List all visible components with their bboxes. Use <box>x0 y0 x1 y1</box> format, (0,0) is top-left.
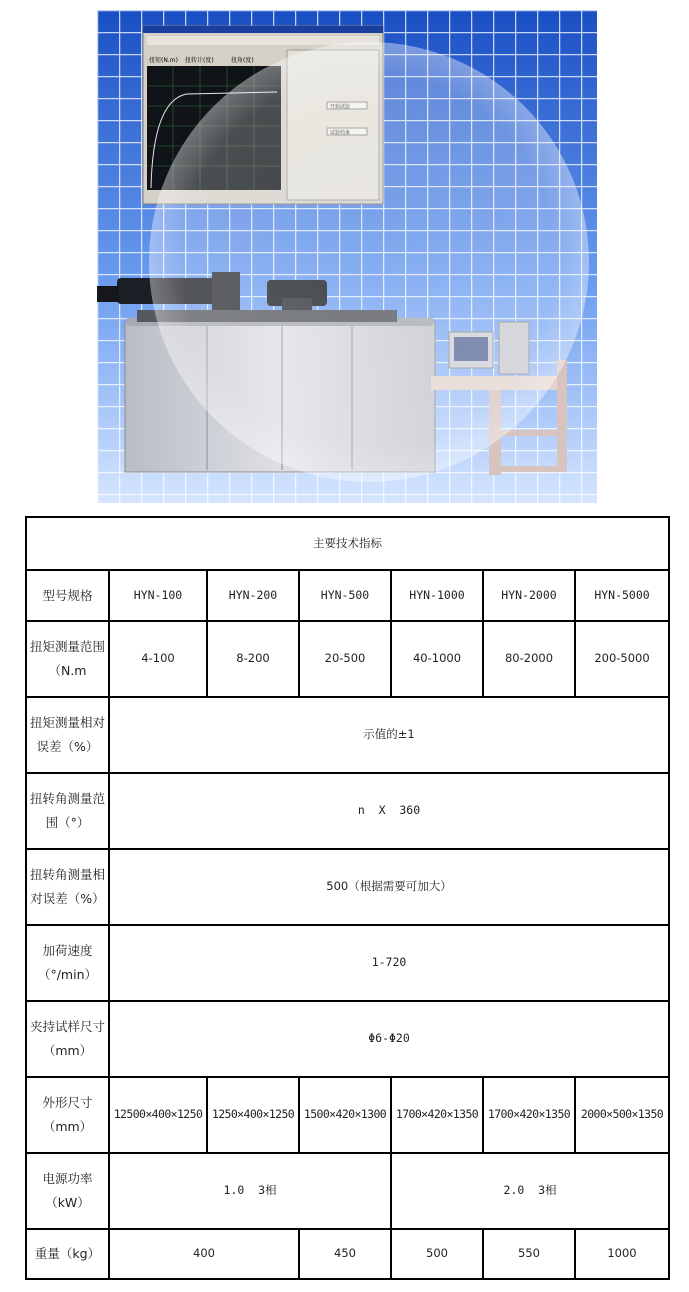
value-cell: 示值的±1 <box>109 697 669 773</box>
row-label <box>26 849 109 925</box>
table-row <box>26 1001 669 1077</box>
model-cell: HYN-500 <box>299 570 391 621</box>
model-cell: HYN-2000 <box>483 570 575 621</box>
table-row <box>26 773 669 849</box>
end-test-button: 试验结束 <box>330 130 351 136</box>
value-cell: 450 <box>299 1229 391 1279</box>
row-label-line: 扭矩测量范围 <box>29 639 105 655</box>
row-label: 重量（kg） <box>26 1229 109 1279</box>
row-label-line: 扭转角测量范 <box>29 791 105 807</box>
table-row <box>26 1077 669 1153</box>
row-label-unit: （°/min） <box>37 967 98 982</box>
table-row <box>26 697 669 773</box>
row-label <box>26 697 109 773</box>
model-cell: HYN-100 <box>109 570 207 621</box>
table-row <box>26 849 669 925</box>
value-cell: 1700×420×1350 <box>483 1077 575 1153</box>
value-cell: 500（根据需要可加大） <box>109 849 669 925</box>
row-label-line: 电源功率 <box>42 1171 93 1187</box>
row-label-unit: （N.m <box>48 663 87 678</box>
value-cell: 550 <box>483 1229 575 1279</box>
value-cell: 2000×500×1350 <box>575 1077 669 1153</box>
table-title: 主要技术指标 <box>26 517 669 570</box>
value-cell: 8-200 <box>207 621 299 697</box>
value-cell: 40-1000 <box>391 621 483 697</box>
value-cell: 20-500 <box>299 621 391 697</box>
row-label-unit: （kW） <box>45 1195 90 1210</box>
value-cell: 1250×400×1250 <box>207 1077 299 1153</box>
row-label <box>26 1153 109 1229</box>
value-cell: 1-720 <box>109 925 669 1001</box>
value-cell: 1000 <box>575 1229 669 1279</box>
start-test-button: 开始试验 <box>330 104 351 110</box>
row-label <box>26 1077 109 1153</box>
value-cell: 2.0 3相 <box>391 1153 669 1229</box>
table-row <box>26 1229 669 1279</box>
value-cell: 12500×400×1250 <box>109 1077 207 1153</box>
row-label-unit: （mm） <box>42 1043 93 1058</box>
row-label <box>26 925 109 1001</box>
value-cell: 1700×420×1350 <box>391 1077 483 1153</box>
readout-label: 扭转计(度) <box>185 57 214 64</box>
value-cell: n X 360 <box>109 773 669 849</box>
value-cell: 500 <box>391 1229 483 1279</box>
value-cell: Φ6-Φ20 <box>109 1001 669 1077</box>
row-label-line: 加荷速度 <box>42 943 93 959</box>
table-row <box>26 1153 669 1229</box>
row-label <box>26 621 109 697</box>
table-row <box>26 621 669 697</box>
spec-table <box>25 516 670 1280</box>
glass-bubble <box>149 42 589 482</box>
model-cell: HYN-200 <box>207 570 299 621</box>
readout-label: 扭矩(N.m) <box>149 57 178 64</box>
model-cell: HYN-5000 <box>575 570 669 621</box>
row-label-line: 对误差（%） <box>30 891 105 906</box>
row-label-line: 夹持试样尺寸 <box>29 1019 105 1035</box>
row-label <box>26 1001 109 1077</box>
product-photo <box>97 10 597 503</box>
row-label-line: 围（°） <box>45 815 90 830</box>
value-cell: 400 <box>109 1229 299 1279</box>
row-label-line: 扭矩测量相对 <box>29 715 105 731</box>
row-label-line: 扭转角测量相 <box>29 867 105 883</box>
value-cell: 1.0 3相 <box>109 1153 391 1229</box>
row-label: 型号规格 <box>26 570 109 621</box>
readout-label: 扭角(度) <box>231 57 254 64</box>
row-label-line: 误差（%） <box>36 739 99 754</box>
row-label-unit: （mm） <box>42 1119 93 1134</box>
value-cell: 200-5000 <box>575 621 669 697</box>
value-cell: 4-100 <box>109 621 207 697</box>
table-row <box>26 570 669 621</box>
value-cell: 1500×420×1300 <box>299 1077 391 1153</box>
value-cell: 80-2000 <box>483 621 575 697</box>
table-row <box>26 925 669 1001</box>
model-cell: HYN-1000 <box>391 570 483 621</box>
row-label <box>26 773 109 849</box>
row-label-line: 外形尺寸 <box>42 1095 93 1111</box>
